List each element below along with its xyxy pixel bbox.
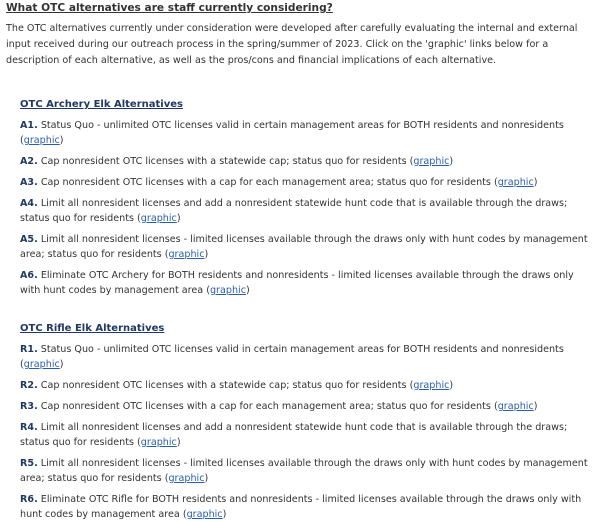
alternative-item: A4. Limit all nonresident licenses and add a nonresident statewide hunt code that is available through the draws; status quo for residents (graphic) [20,198,568,224]
alternative-item: R6. Eliminate OTC Rifle for BOTH residents and nonresidents - limited licenses available through the draws only with hunt codes by management area (graphic) [20,494,582,520]
alternative-description: Status Quo - unlimited OTC licenses valid in certain management areas for BOTH residents and nonresidents [40,344,564,355]
alternative-item: R2. Cap nonresident OTC licenses with a statewide cap; status quo for residents (graphic) [20,380,454,391]
graphic-link[interactable]: graphic [168,249,205,260]
alternative-code: R5. [20,458,38,469]
graphic-link[interactable]: graphic [140,437,177,448]
alternative-code: R2. [20,380,38,391]
alternative-code: A3. [20,177,38,188]
alternative-code: A5. [20,234,38,245]
alternative-code: R3. [20,401,38,412]
alternative-item: R5. Limit all nonresident licenses - limited licenses available through the draws only with hunt codes by management area; status quo for residents (graphic) [20,458,588,484]
alternative-description: Limit all nonresident licenses and add a nonresident statewide hunt code that is available through the draws; status quo for residents [20,198,568,224]
alternative-item: A2. Cap nonresident OTC licenses with a statewide cap; status quo for residents (graphic) [20,156,454,167]
archery-alternatives-section [6,97,589,298]
graphic-link[interactable]: graphic [413,156,450,167]
alternative-description: Status Quo - unlimited OTC licenses valid in certain management areas for BOTH residents and nonresidents [40,120,564,131]
rifle-alternatives-list [20,342,589,522]
alternative-code: A6. [20,270,38,281]
alternative-code: A1. [20,120,38,131]
rifle-alternatives-section [6,321,589,522]
alternative-code: A4. [20,198,38,209]
graphic-link[interactable]: graphic [497,177,534,188]
alternative-description: Limit all nonresident licenses - limited licenses available through the draws only with hunt codes by management area; status quo for residents [20,234,588,260]
alternative-description: Eliminate OTC Archery for BOTH residents and nonresidents - limited licenses available through the draws only with hunt codes by management area [20,270,574,296]
archery-alternatives-list [20,118,589,298]
alternative-description: Cap nonresident OTC licenses with a statewide cap; status quo for residents [40,156,407,167]
alternative-description: Eliminate OTC Rifle for BOTH residents and nonresidents - limited licenses available through the draws only with hunt codes by management area [20,494,582,520]
alternative-code: R4. [20,422,38,433]
alternative-item: R3. Cap nonresident OTC licenses with a cap for each management area; status quo for residents (graphic) [20,401,538,412]
alternative-item: A5. Limit all nonresident licenses - limited licenses available through the draws only with hunt codes by management area; status quo for residents (graphic) [20,234,588,260]
page-heading: What OTC alternatives are staff currently considering? [6,2,333,14]
section-heading-archery: OTC Archery Elk Alternatives [20,99,183,110]
alternative-description: Limit all nonresident licenses - limited licenses available through the draws only with hunt codes by management area; status quo for residents [20,458,588,484]
alternative-code: R6. [20,494,38,505]
graphic-link[interactable]: graphic [186,509,223,520]
graphic-link[interactable]: graphic [23,135,60,146]
alternative-item: R1. Status Quo - unlimited OTC licenses valid in certain management areas for BOTH residents and nonresidents (graphic) [20,344,564,370]
alternative-item: A3. Cap nonresident OTC licenses with a cap for each management area; status quo for residents (graphic) [20,177,538,188]
alternative-description: Cap nonresident OTC licenses with a cap for each management area; status quo for residents [40,401,491,412]
alternative-item: A6. Eliminate OTC Archery for BOTH residents and nonresidents - limited licenses available through the draws only with hunt codes by management area (graphic) [20,270,574,296]
graphic-link[interactable]: graphic [168,473,205,484]
alternative-item: R4. Limit all nonresident licenses and add a nonresident statewide hunt code that is available through the draws; status quo for residents (graphic) [20,422,568,448]
graphic-link[interactable]: graphic [23,359,60,370]
graphic-link[interactable]: graphic [413,380,450,391]
alternative-description: Limit all nonresident licenses and add a nonresident statewide hunt code that is available through the draws; status quo for residents [20,422,568,448]
alternative-code: A2. [20,156,38,167]
graphic-link[interactable]: graphic [209,285,246,296]
alternative-item: A1. Status Quo - unlimited OTC licenses valid in certain management areas for BOTH residents and nonresidents (graphic) [20,120,564,146]
graphic-link[interactable]: graphic [140,213,177,224]
intro-paragraph: The OTC alternatives currently under consideration were developed after carefully evaluating the internal and external input received during our outreach process in the spring/summer of 2023. Click on the 'graphic' links below for a description of each alternative, as well as the pros/cons and financial implications of each alternative. [6,23,578,66]
alternative-code: R1. [20,344,38,355]
alternative-description: Cap nonresident OTC licenses with a cap for each management area; status quo for residents [40,177,491,188]
section-heading-rifle: OTC Rifle Elk Alternatives [20,323,165,334]
graphic-link[interactable]: graphic [497,401,534,412]
alternative-description: Cap nonresident OTC licenses with a statewide cap; status quo for residents [40,380,407,391]
